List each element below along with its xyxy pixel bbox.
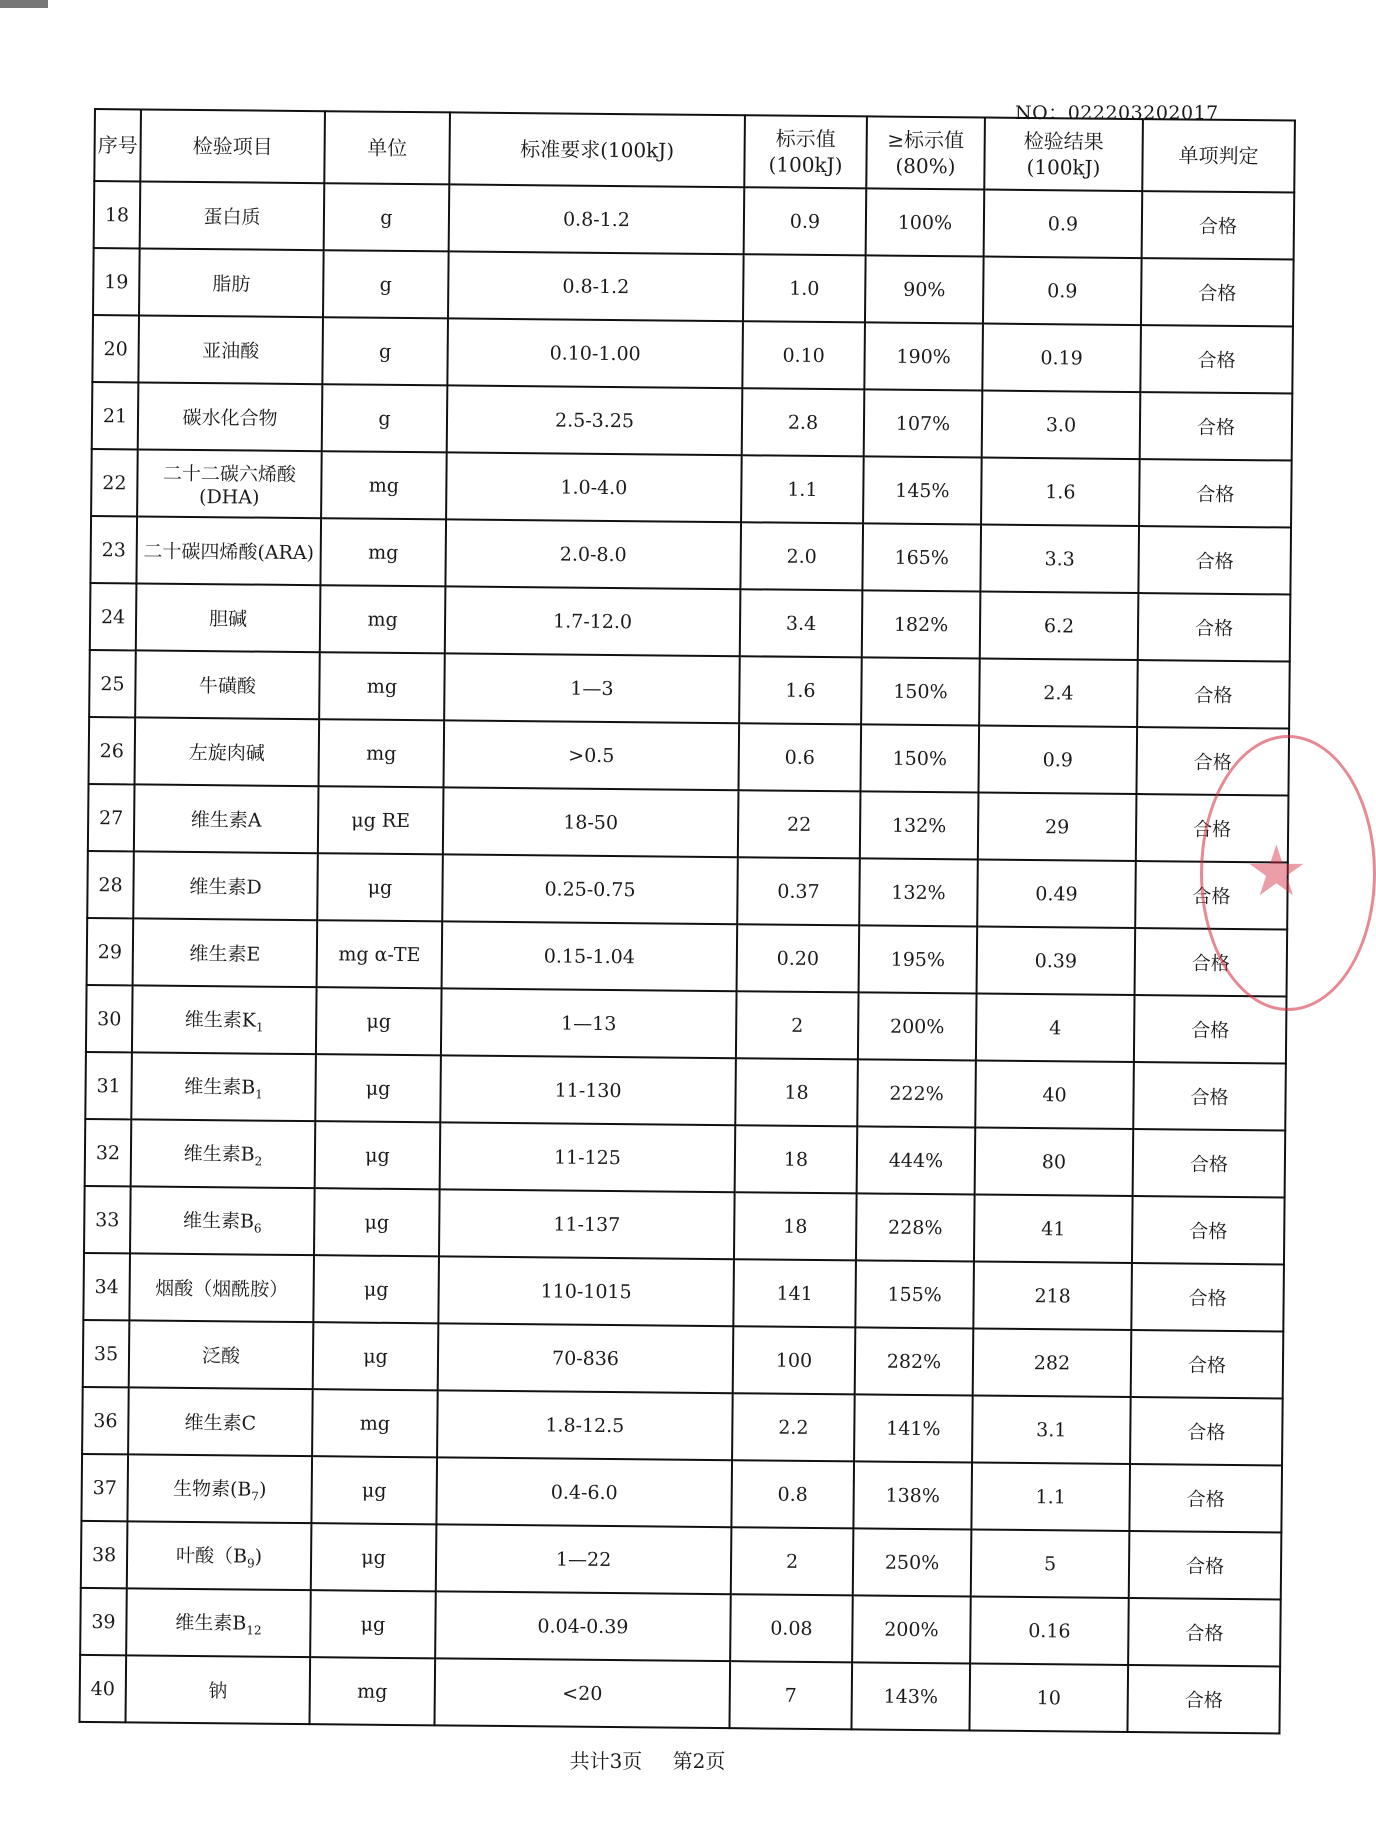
table-row	[90, 583, 1291, 662]
cell-item	[135, 717, 320, 786]
cell-result: 41	[974, 1195, 1133, 1264]
cell-standard: 0.04-0.39	[435, 1591, 731, 1661]
cell-label-value: 0.8	[731, 1460, 854, 1528]
item-name: 维生素B	[175, 1611, 247, 1635]
cell-percent: 145%	[863, 456, 982, 524]
cell-seq: 24	[90, 583, 137, 650]
cell-unit: g	[323, 250, 449, 318]
item-name: 维生素B	[184, 1076, 256, 1099]
item-name: 蛋白质	[203, 206, 261, 229]
table-row	[86, 985, 1287, 1064]
cell-seq: 26	[89, 717, 136, 784]
cell-item	[140, 181, 325, 250]
cell-item	[132, 985, 317, 1054]
cell-percent: 282%	[855, 1327, 974, 1395]
cell-percent: 195%	[859, 925, 978, 993]
cell-percent: 107%	[864, 389, 983, 457]
cell-percent: 138%	[853, 1461, 972, 1529]
cell-standard: 0.10-1.00	[447, 318, 743, 388]
cell-label-value: 2	[736, 991, 859, 1059]
cell-seq: 34	[83, 1253, 130, 1320]
cell-standard: >0.5	[443, 720, 739, 790]
table-row	[80, 1655, 1281, 1734]
cell-standard: 1.7-12.0	[445, 586, 741, 656]
cell-unit: mg	[320, 518, 446, 586]
cell-label-value: 0.6	[738, 723, 861, 791]
table-row	[84, 1186, 1285, 1265]
item-subscript: 1	[255, 1087, 263, 1102]
item-name: 碳水化合物	[182, 406, 278, 430]
table-row	[88, 784, 1289, 863]
current-page: 第2页	[672, 1749, 726, 1773]
cell-result: 29	[978, 793, 1137, 862]
cell-percent: 182%	[862, 590, 981, 658]
table-row	[93, 248, 1294, 327]
cell-judgement: 合格	[1131, 1263, 1284, 1331]
cell-result: 0.49	[977, 860, 1136, 929]
cell-judgement: 合格	[1129, 1531, 1282, 1599]
cell-seq: 35	[83, 1320, 130, 1387]
cell-unit: μg	[313, 1255, 439, 1323]
table-row	[91, 449, 1292, 528]
cell-label-value: 18	[734, 1192, 857, 1260]
cell-result: 6.2	[980, 592, 1139, 661]
seal-star-icon: ★	[1245, 830, 1308, 912]
cell-unit: mg	[320, 585, 446, 653]
cell-unit: μg	[317, 853, 443, 921]
cell-seq: 21	[92, 382, 139, 449]
cell-unit: mg	[309, 1657, 435, 1725]
cell-judgement: 合格	[1128, 1598, 1281, 1666]
cell-judgement: 合格	[1131, 1330, 1284, 1398]
cell-judgement: 合格	[1138, 593, 1291, 661]
cell-item	[133, 851, 318, 920]
cell-result: 0.39	[977, 927, 1136, 996]
cell-percent: 165%	[862, 523, 981, 591]
item-name: 二十二碳六烯酸	[162, 462, 297, 486]
scan-corner-mark	[0, 0, 48, 8]
item-name: 维生素C	[184, 1411, 257, 1435]
cell-standard: 11-130	[440, 1055, 736, 1125]
cell-label-value: 3.4	[740, 589, 863, 657]
cell-unit: μg	[313, 1322, 439, 1390]
cell-result: 3.1	[972, 1395, 1131, 1464]
header-standard: 标准要求(100kJ)	[449, 112, 745, 187]
header-result-line2: (100kJ)	[1026, 154, 1101, 180]
item-name: 泛酸	[201, 1345, 241, 1368]
cell-result: 2.4	[979, 659, 1138, 728]
item-name: 左旋肉碱	[188, 741, 265, 765]
cell-label-value: 0.9	[744, 187, 867, 255]
header-judgement: 单项判定	[1142, 119, 1295, 192]
table-row	[85, 1119, 1286, 1198]
table-row	[83, 1320, 1284, 1399]
cell-judgement: 合格	[1142, 191, 1295, 259]
cell-standard: 110-1015	[438, 1256, 734, 1326]
cell-percent: 150%	[861, 657, 980, 725]
cell-judgement: 合格	[1136, 727, 1289, 795]
cell-item	[127, 1454, 312, 1523]
cell-seq: 19	[93, 248, 140, 315]
cell-percent: 190%	[864, 322, 983, 390]
table-row	[81, 1521, 1282, 1600]
cell-seq: 27	[88, 784, 135, 851]
cell-result: 80	[975, 1128, 1134, 1197]
cell-percent: 132%	[860, 791, 979, 859]
cell-percent: 141%	[854, 1394, 973, 1462]
cell-label-value: 0.37	[737, 857, 860, 925]
item-name: 维生素A	[190, 808, 262, 832]
cell-judgement: 合格	[1140, 325, 1293, 393]
total-pages: 共计3页	[569, 1749, 643, 1773]
cell-label-value: 2.8	[742, 388, 865, 456]
item-name: 维生素B	[182, 1209, 255, 1233]
cell-judgement: 合格	[1130, 1397, 1283, 1465]
cell-unit: μg RE	[318, 786, 444, 854]
item-subscript: 12	[246, 1623, 262, 1638]
cell-judgement: 合格	[1137, 660, 1290, 728]
cell-standard: 0.25-0.75	[442, 854, 738, 924]
cell-item	[133, 918, 318, 987]
header-seq: 序号	[94, 109, 141, 181]
cell-seq: 39	[80, 1588, 127, 1655]
item-subscript: 2	[254, 1154, 263, 1169]
cell-seq: 40	[80, 1655, 127, 1722]
cell-judgement: 合格	[1133, 1129, 1286, 1197]
cell-unit: mg	[319, 652, 445, 720]
cell-judgement: 合格	[1127, 1665, 1280, 1733]
cell-result: 3.0	[982, 391, 1141, 460]
cell-label-value: 1.1	[741, 455, 864, 523]
inspection-table-wrapper	[78, 108, 1293, 1734]
cell-item	[130, 1186, 315, 1255]
cell-result: 5	[971, 1529, 1130, 1598]
header-label-line1: 标示值	[775, 126, 836, 152]
cell-standard: <20	[434, 1658, 730, 1728]
cell-judgement: 合格	[1135, 861, 1288, 929]
cell-result: 40	[975, 1061, 1134, 1130]
cell-unit: g	[324, 183, 450, 251]
cell-seq: 33	[84, 1186, 131, 1253]
cell-percent: 200%	[858, 992, 977, 1060]
cell-judgement: 合格	[1139, 459, 1292, 527]
cell-percent: 250%	[853, 1528, 972, 1596]
cell-label-value: 22	[738, 790, 861, 858]
cell-label-value: 100	[733, 1326, 856, 1394]
cell-unit: mg	[312, 1389, 438, 1457]
table-row	[87, 918, 1288, 997]
cell-label-value: 2.2	[732, 1393, 855, 1461]
cell-standard: 2.0-8.0	[445, 519, 741, 589]
header-percent-line1: ≥标示值	[887, 127, 965, 153]
cell-item	[131, 1052, 316, 1121]
header-percent	[866, 116, 985, 189]
cell-label-value: 0.10	[742, 321, 865, 389]
table-row	[83, 1253, 1284, 1332]
inspection-table	[78, 108, 1295, 1734]
cell-seq: 31	[85, 1052, 132, 1119]
cell-judgement: 合格	[1129, 1464, 1282, 1532]
cell-label-value: 1.6	[739, 656, 862, 724]
header-result	[984, 118, 1143, 192]
header-label-line2: (100kJ)	[768, 152, 843, 178]
cell-standard: 0.4-6.0	[436, 1457, 732, 1527]
cell-standard: 70-836	[438, 1323, 734, 1393]
cell-judgement: 合格	[1134, 995, 1287, 1063]
cell-item	[136, 583, 321, 652]
cell-item	[136, 516, 321, 585]
cell-percent: 155%	[855, 1260, 974, 1328]
cell-label-value: 7	[729, 1661, 852, 1729]
item-name: 维生素D	[189, 875, 262, 899]
cell-standard: 0.8-1.2	[448, 251, 744, 321]
header-result-line1: 检验结果	[1023, 128, 1104, 154]
item-name: 维生素E	[189, 942, 261, 966]
cell-unit: μg	[314, 1188, 440, 1256]
cell-seq: 25	[89, 650, 136, 717]
cell-item	[131, 1119, 316, 1188]
cell-seq: 37	[81, 1454, 128, 1521]
cell-standard: 1—13	[441, 988, 737, 1058]
item-name: 维生素K	[184, 1009, 257, 1032]
cell-item	[126, 1655, 311, 1724]
cell-standard: 1.0-4.0	[446, 452, 742, 522]
item-subscript: 6	[253, 1221, 262, 1236]
table-row	[81, 1454, 1282, 1533]
cell-standard: 18-50	[443, 787, 739, 857]
item-name: 二十碳四烯酸(ARA)	[143, 540, 315, 565]
cell-seq: 32	[85, 1119, 132, 1186]
cell-seq: 28	[87, 851, 134, 918]
cell-result: 0.9	[983, 257, 1142, 326]
cell-judgement: 合格	[1138, 526, 1291, 594]
table-row	[94, 181, 1295, 260]
header-item: 检验项目	[140, 109, 325, 183]
cell-result: 4	[976, 994, 1135, 1063]
item-name: 烟酸（烟酰胺）	[155, 1277, 289, 1301]
cell-result: 3.3	[980, 525, 1139, 594]
cell-percent: 200%	[852, 1595, 971, 1663]
cell-seq: 22	[91, 449, 138, 516]
cell-result: 0.19	[982, 324, 1141, 393]
cell-judgement: 合格	[1141, 258, 1294, 326]
table-row	[90, 516, 1291, 595]
cell-percent: 150%	[860, 724, 979, 792]
cell-result: 10	[969, 1663, 1128, 1732]
table-row	[87, 851, 1288, 930]
cell-unit: μg	[315, 1054, 441, 1122]
cell-item	[139, 248, 324, 317]
cell-result: 218	[973, 1262, 1132, 1331]
cell-item	[128, 1387, 313, 1456]
item-subscript: 7	[251, 1489, 260, 1504]
item-name: 胆碱	[208, 608, 248, 631]
table-row	[89, 717, 1290, 796]
cell-unit: μg	[316, 987, 442, 1055]
item-name: 牛磺酸	[198, 675, 257, 698]
item-name: 生物素(B	[172, 1477, 252, 1501]
cell-standard: 1—3	[444, 653, 740, 723]
cell-standard: 0.15-1.04	[442, 921, 738, 991]
cell-standard: 1—22	[436, 1524, 732, 1594]
item-name: 亚油酸	[202, 340, 260, 363]
cell-result: 1.6	[981, 458, 1140, 527]
cell-unit: mg	[321, 451, 447, 519]
cell-judgement: 合格	[1133, 1062, 1286, 1130]
item-name: 脂肪	[212, 273, 251, 296]
cell-seq: 36	[82, 1387, 129, 1454]
cell-percent: 132%	[859, 858, 978, 926]
cell-unit: g	[322, 317, 448, 385]
item-name: 钠	[208, 1680, 228, 1703]
item-name-tail: )	[254, 1545, 263, 1568]
cell-item	[129, 1320, 314, 1389]
cell-unit: μg	[315, 1121, 441, 1189]
table-row	[82, 1387, 1283, 1466]
cell-standard: 2.5-3.25	[447, 385, 743, 455]
item-subscript: 9	[246, 1556, 255, 1571]
cell-seq: 38	[81, 1521, 128, 1588]
cell-percent: 444%	[857, 1126, 976, 1194]
cell-item	[138, 315, 323, 384]
cell-item	[138, 382, 323, 451]
cell-standard: 11-125	[440, 1122, 736, 1192]
cell-judgement: 合格	[1132, 1196, 1285, 1264]
cell-judgement: 合格	[1136, 794, 1289, 862]
item-name: 维生素B	[183, 1143, 255, 1166]
cell-seq: 29	[87, 918, 134, 985]
cell-label-value: 18	[735, 1125, 858, 1193]
cell-item	[127, 1521, 312, 1590]
cell-label-value: 0.20	[737, 924, 860, 992]
cell-result: 0.9	[978, 726, 1137, 795]
page-footer	[0, 1745, 1295, 1774]
header-unit: 单位	[324, 111, 450, 184]
table-header-row	[94, 109, 1295, 193]
cell-unit: g	[322, 384, 448, 452]
cell-unit: mg α-TE	[317, 920, 443, 988]
cell-item	[126, 1588, 311, 1657]
cell-unit: mg	[319, 719, 445, 787]
cell-label-value: 2	[731, 1527, 854, 1595]
cell-judgement: 合格	[1135, 928, 1288, 996]
cell-seq: 23	[90, 516, 137, 583]
item-subscript: 1	[255, 1020, 264, 1035]
cell-label-value: 1.0	[743, 254, 866, 322]
cell-seq: 18	[94, 181, 141, 248]
header-label-value	[744, 115, 867, 188]
cell-standard: 11-137	[439, 1189, 735, 1259]
table-row	[85, 1052, 1286, 1131]
cell-result: 282	[973, 1328, 1132, 1397]
cell-percent: 143%	[851, 1662, 970, 1730]
table-row	[89, 650, 1290, 729]
cell-label-value: 2.0	[740, 522, 863, 590]
cell-seq: 30	[86, 985, 133, 1052]
cell-unit: μg	[311, 1456, 437, 1524]
cell-result: 0.9	[984, 190, 1143, 259]
cell-item	[129, 1253, 314, 1322]
item-name-line2: (DHA)	[198, 486, 260, 509]
cell-item	[137, 449, 322, 518]
cell-percent: 222%	[857, 1059, 976, 1127]
header-percent-line2: (80%)	[895, 153, 956, 179]
cell-label-value: 0.08	[730, 1594, 853, 1662]
cell-percent: 228%	[856, 1193, 975, 1261]
item-name-tail: )	[258, 1478, 267, 1501]
cell-item	[135, 650, 320, 719]
table-row	[80, 1588, 1281, 1667]
cell-label-value: 141	[733, 1259, 856, 1327]
cell-label-value: 18	[735, 1058, 858, 1126]
table-body	[80, 181, 1295, 1733]
cell-seq: 20	[92, 315, 139, 382]
cell-standard: 1.8-12.5	[437, 1390, 733, 1460]
cell-unit: μg	[311, 1523, 437, 1591]
cell-unit: μg	[310, 1590, 436, 1658]
cell-result: 0.16	[970, 1596, 1129, 1665]
cell-judgement: 合格	[1140, 392, 1293, 460]
table-row	[92, 315, 1293, 394]
table-row	[92, 382, 1293, 461]
cell-standard: 0.8-1.2	[449, 184, 745, 254]
cell-percent: 100%	[866, 188, 985, 256]
cell-item	[134, 784, 319, 853]
cell-result: 1.1	[971, 1462, 1130, 1531]
cell-percent: 90%	[865, 255, 984, 323]
item-name: 叶酸（B	[175, 1544, 248, 1568]
report-number: NO：022203202017	[1015, 102, 1219, 124]
